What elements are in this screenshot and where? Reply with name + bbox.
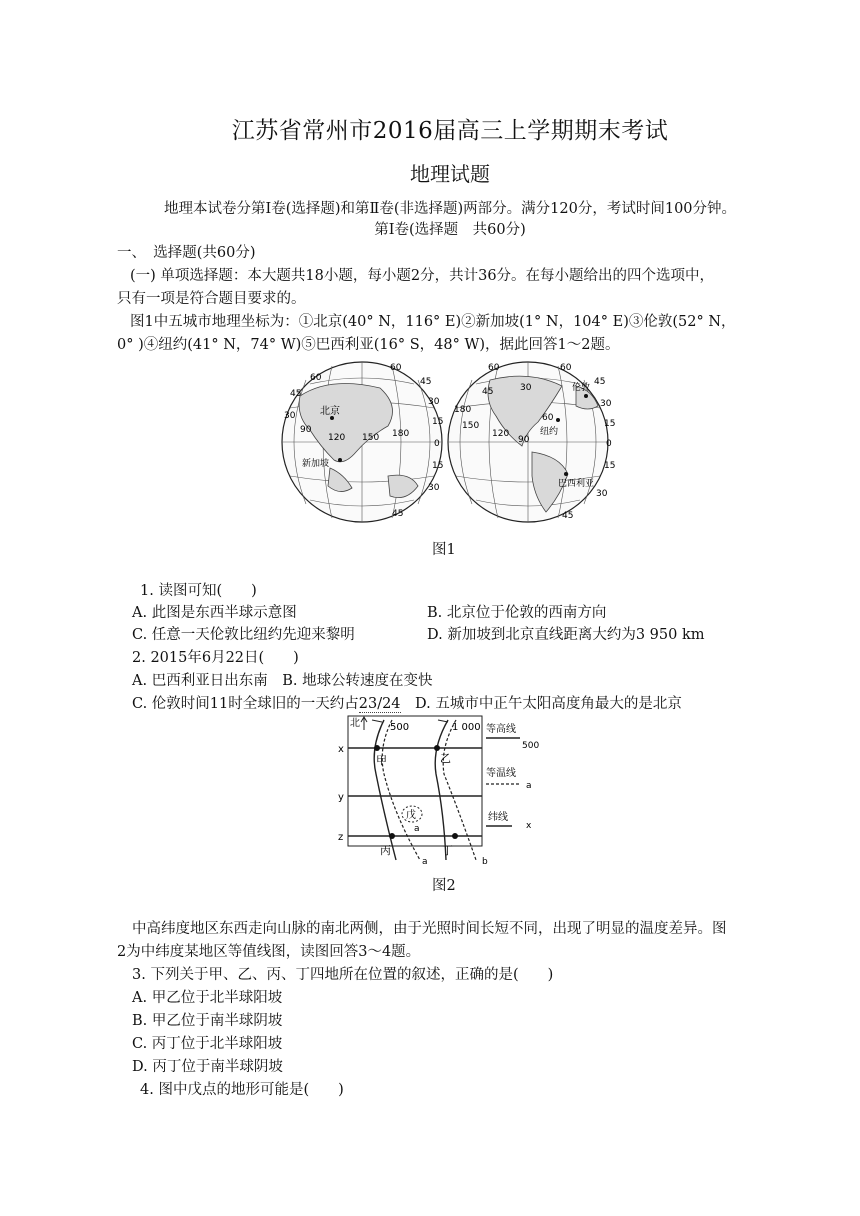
right-num: 60 [542,413,554,423]
left-num: 180 [392,429,410,439]
north-arrow-icon [361,717,367,730]
legend-latitude-value: x [526,821,532,831]
q2-stem: 2. 2015年6月22日( ) [132,650,299,666]
right-num: 45 [594,377,606,387]
label-brasilia: 巴西利亚 [558,479,595,489]
right-num: 15 [604,461,616,471]
right-num: 30 [520,383,532,393]
ding-label: 丁 [442,844,453,857]
left-num: 15 [432,461,444,471]
left-num: 30 [284,411,296,421]
q3-option-a: A. 甲乙位于北半球阳坡 [132,990,283,1006]
left-num: 90 [300,425,312,435]
q2-options-cd [132,693,682,715]
point-bing [389,833,395,839]
q1-options [132,602,752,646]
london-marker [584,394,588,398]
exam-info: 地理本试卷分第Ⅰ卷(选择题)和第Ⅱ卷(非选择题)两部分。满分120分，考试时间100分钟。 [163,201,737,217]
right-num: 15 [604,419,616,429]
right-num: 45 [482,387,494,397]
context1-line2: 0° )④纽约(41° N，74° W)⑤巴西利亚(16° S，48° W)，据此回答1～2题。 [117,337,620,353]
q2-option-c-fraction: 23/24 [358,696,401,712]
legend-isotherm-value: a [526,781,532,791]
right-num: 0 [606,439,612,449]
figure1-caption: 图1 [432,542,456,558]
right-num: 60 [560,363,572,373]
q1-option-d: D. 新加坡到北京直线距离大约为3 950 km [427,627,705,643]
contour-1000-label: 1 000 [452,722,481,733]
q1-option-c: C. 任意一天伦敦比纽约先迎来黎明 [132,627,355,643]
point-ding [452,833,458,839]
right-num: 120 [492,429,510,439]
q1-option-a: A. 此图是东西半球示意图 [132,605,297,621]
left-num: 45 [420,377,432,387]
contour-500-label: 500 [390,722,410,733]
legend-isotherm: 等温线 [486,768,516,779]
legend-contour-value: 500 [522,741,540,751]
bing-label: 丙 [380,844,391,857]
lat-x-label: x [338,744,344,755]
left-num: 120 [328,433,346,443]
q3-option-c: C. 丙丁位于北半球阳坡 [132,1036,283,1052]
left-num: 45 [290,389,302,399]
part-title: 第Ⅰ卷(选择题 共60分) [374,222,526,238]
label-newyork: 纽约 [540,427,559,437]
context1-line1: 图1中五城市地理坐标为：①北京(40° N，116° E)②新加坡(1° N，104° E)③伦敦(52° N， [130,314,736,330]
figure2-isolines [336,714,556,870]
q2-option-d: D. 五城市中正午太阳高度角最大的是北京 [415,696,682,712]
point-yi [434,745,440,751]
left-num: 150 [362,433,380,443]
exam-title: 江苏省常州市2016届高三上学期期末考试 [231,118,669,144]
yi-label: 乙 [440,752,451,765]
q3-option-b: B. 甲乙位于南半球阴坡 [132,1013,283,1029]
left-num: 30 [428,397,440,407]
right-num: 180 [454,405,472,415]
north-label: 北 [350,718,360,729]
left-num: 60 [390,363,402,373]
left-num: 30 [428,483,440,493]
instruction-line2: 只有一项是符合题目要求的。 [117,291,306,307]
figure1-globes [270,356,630,528]
lat-z-label: z [338,832,344,843]
section-title: 一、 选择题(共60分) [117,245,256,261]
exam-subtitle: 地理试题 [410,162,490,186]
legend-contour: 等高线 [486,724,516,735]
left-num: 0 [434,439,440,449]
q4-stem: 4. 图中戊点的地形可能是( ) [140,1082,344,1098]
label-beijing: 北京 [320,406,340,417]
jia-label: 甲 [376,754,387,767]
label-london: 伦敦 [572,383,591,393]
instruction-line1: (一) 单项选择题：本大题共18小题，每小题2分，共计36分。在每小题给出的四个选项中， [130,268,715,284]
left-num: 15 [432,417,444,427]
brasilia-marker [564,472,568,476]
context2-line1: 中高纬度地区东西走向山脉的南北两侧，由于光照时间长短不同，出现了明显的温度差异。图 [132,921,727,937]
label-b-bottom: b [482,857,488,867]
right-num: 150 [462,421,480,431]
q1-option-b: B. 北京位于伦敦的西南方向 [427,605,607,621]
q3-option-d: D. 丙丁位于南半球阴坡 [132,1059,283,1075]
left-num: 45 [392,509,404,519]
label-singapore: 新加坡 [302,459,330,469]
singapore-marker [338,458,342,462]
wu-label: 戊 [406,810,416,821]
point-jia [374,745,380,751]
figure2-caption: 图2 [432,878,456,894]
right-num: 60 [488,363,500,373]
legend-latitude: 纬线 [488,812,508,823]
q2-option-c: C. 伦敦时间11时全球旧的一天约占 [132,696,359,712]
right-num: 30 [596,489,608,499]
newyork-marker [556,418,560,422]
left-num: 60 [310,373,322,383]
left-globe [282,362,443,522]
label-a-center: a [414,824,420,834]
right-num: 90 [518,435,530,445]
context2-line2: 2为中纬度某地区等值线图，读图回答3～4题。 [117,944,421,960]
right-num: 45 [562,511,574,521]
lat-y-label: y [338,792,344,803]
right-num: 30 [600,399,612,409]
q1-stem: 1. 读图可知( ) [140,583,257,599]
q2-options-ab: A. 巴西利亚日出东南 B. 地球公转速度在变快 [132,673,433,689]
q3-stem: 3. 下列关于甲、乙、丙、丁四地所在位置的叙述，正确的是( ) [132,967,554,983]
right-globe [448,362,615,522]
label-a-bottom: a [422,857,428,867]
